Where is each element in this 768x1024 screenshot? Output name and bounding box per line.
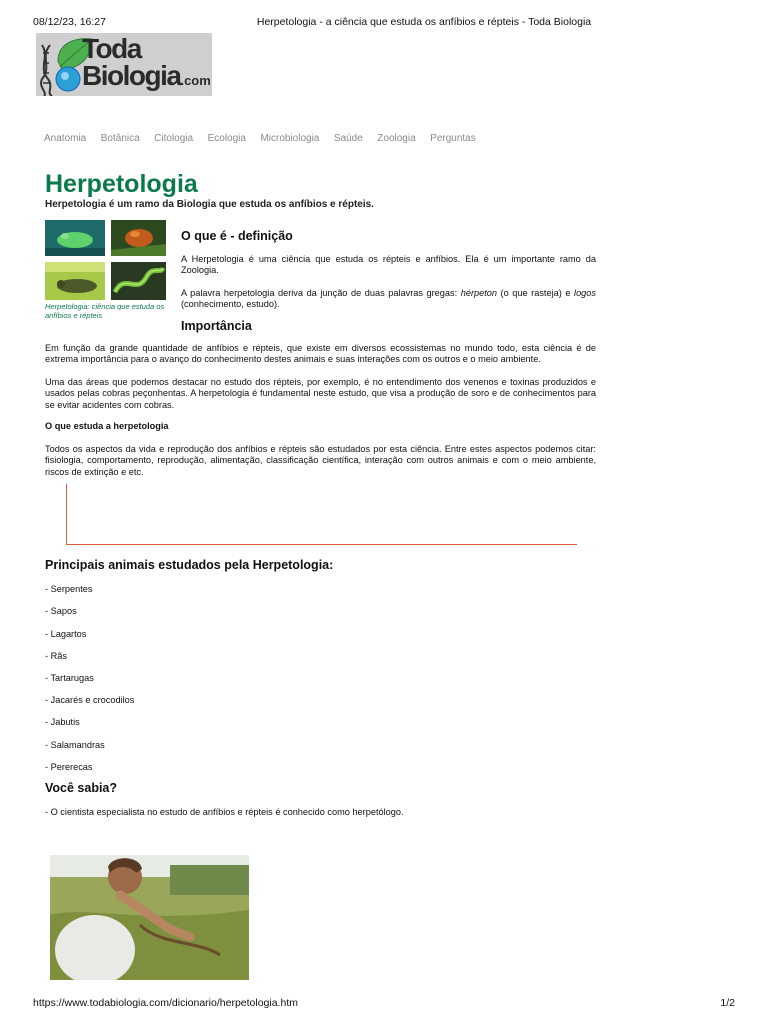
list-item: - Lagartos: [45, 629, 87, 639]
list-item: - Sapos: [45, 606, 77, 616]
herpetologist-photo-graphic: [50, 855, 249, 980]
list-item: - Jacarés e crocodilos: [45, 695, 135, 705]
print-doc-title: Herpetologia - a ciência que estuda os anfíbios e répteis - Toda Biologia: [256, 16, 592, 28]
main-nav: [44, 133, 490, 144]
didyouknow-title: Você sabia?: [45, 781, 118, 795]
nav-item-citologia[interactable]: Citologia: [154, 133, 194, 144]
section-definicao-p1: A Herpetologia é uma ciência que estuda os répteis e anfíbios. Ela é um importante ramo da Zoologia.: [181, 254, 596, 276]
print-url: https://www.todabiologia.com/dicionario/herpetologia.htm: [33, 997, 298, 1009]
logo-domain: .com: [180, 73, 211, 88]
nav-item-saude[interactable]: Saúde: [333, 133, 363, 144]
logo-wordmark: [82, 35, 211, 94]
ad-placeholder: [66, 484, 577, 545]
logo-line1: Toda: [82, 33, 141, 64]
frog-photo-2: [111, 220, 171, 258]
site-logo[interactable]: [36, 33, 212, 96]
p2-text-e: (conhecimento, estudo).: [181, 299, 280, 310]
list-item: - Serpentes: [45, 584, 93, 594]
print-date: 08/12/23, 16:27: [33, 16, 106, 28]
section-title-definicao: O que é - definição: [181, 229, 293, 243]
nav-item-botanica[interactable]: Botânica: [100, 133, 140, 144]
frog-photo-1: [45, 220, 105, 258]
section-definicao-p2: [181, 288, 596, 311]
didyouknow-text: - O cientista especialista no estudo de anfíbios e répteis é conhecido como herpetólogo.: [45, 807, 404, 817]
animals-title: Principais animais estudados pela Herpetologia:: [45, 558, 334, 572]
p2-term-herpeton: hérpeton: [460, 288, 497, 298]
nav-item-microbiologia[interactable]: Microbiologia: [260, 133, 320, 144]
p2-text-a: A palavra herpetologia deriva da junção de duas palavras gregas:: [181, 288, 461, 298]
list-item: - Pererecas: [45, 762, 93, 772]
nav-item-zoologia[interactable]: Zoologia: [377, 133, 416, 144]
section-estuda-p1: Todos os aspectos da vida e reprodução dos anfíbios e répteis são estudados por esta ciência. Entre estes aspectos podemos citar: fisiologia, comportamento, reprodução, alimentação, classificação científica, interação com outros animais e com o meio ambiente, riscos de extinção e etc.: [45, 444, 596, 477]
herpetologist-photo: [50, 855, 249, 980]
snake-photo: [111, 262, 171, 300]
article-intro: Herpetologia é um ramo da Biologia que estuda os anfíbios e répteis.: [45, 199, 374, 210]
list-item: - Rãs: [45, 651, 67, 661]
list-item: - Salamandras: [45, 740, 105, 750]
p2-text-c: (o que rasteja) e: [497, 288, 575, 298]
logo-line2: Biologia: [82, 60, 181, 91]
section-title-estuda: O que estuda a herpetologia: [45, 421, 169, 431]
print-page-number: 1/2: [720, 997, 735, 1009]
nav-item-perguntas[interactable]: Perguntas: [430, 133, 476, 144]
section-importancia-p1: Em função da grande quantidade de anfíbios e répteis, que existe em diversos ecossistemas no mundo todo, esta ciência é de extrema importância para o avanço do conhecimento destes animais e suas interações com os outros e o meio ambiente.: [45, 343, 596, 365]
nav-item-ecologia[interactable]: Ecologia: [207, 133, 246, 144]
nav-item-anatomia[interactable]: Anatomia: [44, 133, 87, 144]
list-item: - Tartarugas: [45, 673, 94, 683]
page-title: Herpetologia: [45, 170, 198, 198]
photo-caption: Herpetologia: ciência que estuda os anfíbios e répteis: [45, 302, 165, 320]
p2-term-logos: logos: [574, 288, 596, 298]
section-importancia-p2: Uma das áreas que podemos destacar no estudo dos répteis, por exemplo, é no entendimento dos venenos e toxinas produzidos e usados pelas cobras peçonhentas. A herpetologia é fundamental neste estudo, que visa a produção de soro e de conhecimentos para se evitar acidentes com cobras.: [45, 377, 596, 410]
section-title-importancia: Importância: [181, 319, 252, 333]
list-item: - Jabutis: [45, 717, 80, 727]
lizard-photo: [45, 262, 105, 300]
